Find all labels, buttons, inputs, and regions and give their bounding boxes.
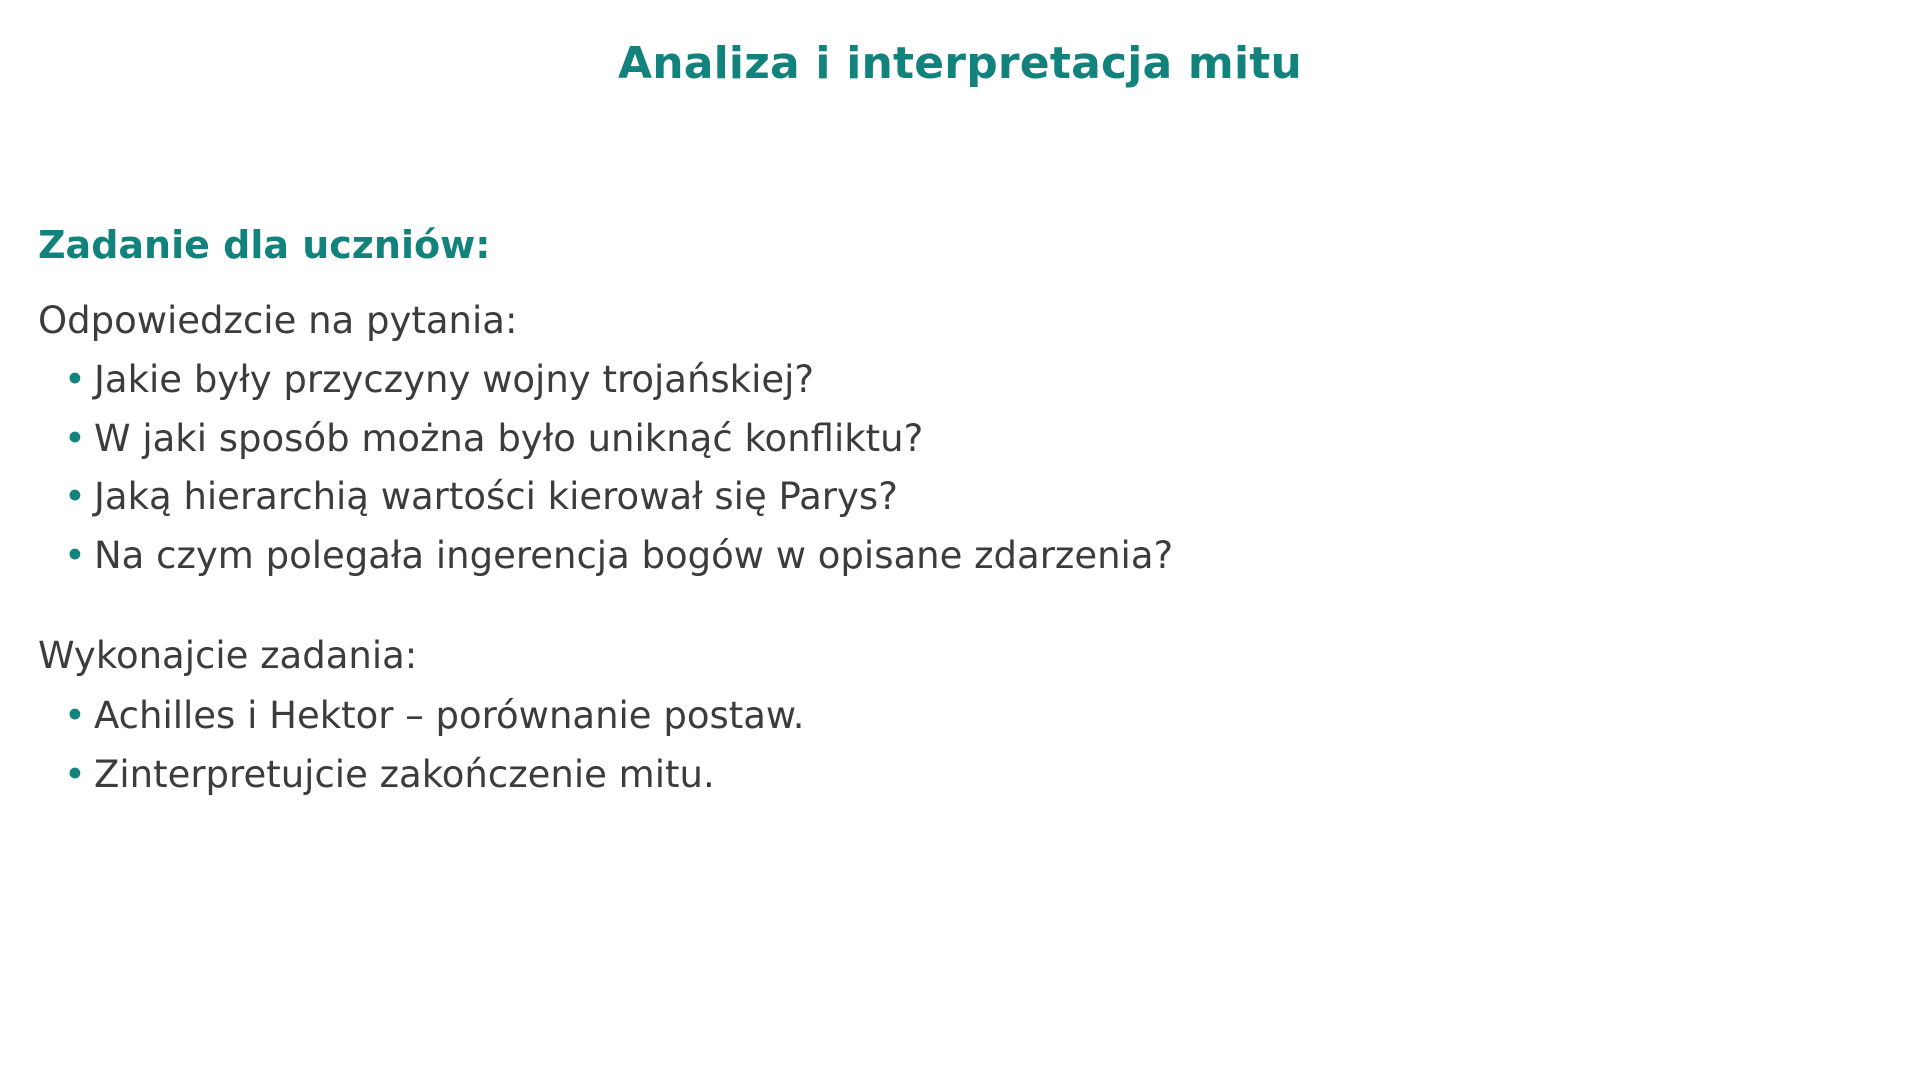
list-item xyxy=(64,410,1860,468)
task-group-tasks xyxy=(38,631,1860,804)
page-title: Analiza i interpretacja mitu xyxy=(617,38,1303,89)
bullet-icon: • xyxy=(64,416,86,460)
task-list xyxy=(38,687,1860,804)
list-item-label: Na czym polegała ingerencja bogów w opisane zdarzenia? xyxy=(94,533,1174,577)
question-list xyxy=(38,351,1860,585)
list-item-label: Zinterpretujcie zakończenie mitu. xyxy=(94,752,715,796)
list-item xyxy=(64,746,1860,804)
section-heading: Zadanie dla uczniów: xyxy=(38,223,491,267)
list-item-label: Achilles i Hektor – porównanie postaw. xyxy=(94,694,805,738)
bullet-icon: • xyxy=(64,533,86,577)
list-item-label: Jakie były przyczyny wojny trojańskiej? xyxy=(94,358,815,402)
list-item xyxy=(64,527,1860,585)
list-item xyxy=(64,687,1860,745)
bullet-icon: • xyxy=(64,694,86,738)
bullet-icon: • xyxy=(64,752,86,796)
bullet-icon: • xyxy=(64,358,86,402)
list-item-label: W jaki sposób można było uniknąć konfliktu? xyxy=(94,416,924,460)
group-lead: Odpowiedzcie na pytania: xyxy=(38,298,518,342)
group-spacer xyxy=(38,585,1860,631)
bullet-icon: • xyxy=(64,475,86,519)
slide-content xyxy=(38,222,1860,804)
list-item xyxy=(64,468,1860,526)
group-lead: Wykonajcie zadania: xyxy=(38,634,418,678)
list-item xyxy=(64,351,1860,409)
list-item-label: Jaką hierarchią wartości kierował się Parys? xyxy=(94,475,898,519)
task-group-questions xyxy=(38,296,1860,586)
